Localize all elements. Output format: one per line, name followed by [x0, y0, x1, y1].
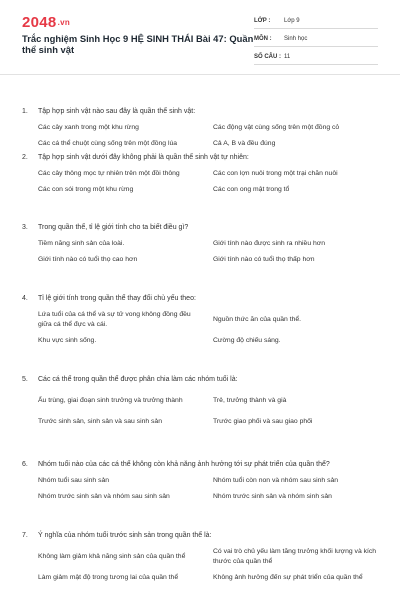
answer-option[interactable]: Các cá thể chuột cùng sống trên một đồng lúa — [38, 140, 178, 147]
question-2 — [22, 153, 378, 195]
question-text: Nhóm tuổi nào của các cá thể không còn khả năng ảnh hưởng tới sự phát triển của quần thể? — [38, 461, 330, 468]
question-text: Ý nghĩa của nhóm tuổi trước sinh sản trong quần thể là: — [38, 532, 212, 539]
answer-option[interactable]: Trước sinh sản, sinh sản và sau sinh sản — [38, 418, 162, 425]
answer-option[interactable]: Làm giảm mật độ trong tương lai của quần thể — [38, 574, 179, 581]
meta-row-subject — [254, 32, 378, 47]
question-number: 7. — [22, 532, 28, 539]
meta-value: Lớp 9 — [284, 18, 300, 24]
question-text: Các cá thể trong quần thể được phân chia làm các nhóm tuổi là: — [38, 376, 238, 383]
question-1 — [22, 107, 378, 149]
logo-text: 2048 — [22, 14, 57, 31]
quiz-meta — [254, 14, 378, 65]
question-text: Trong quần thể, tỉ lệ giới tính cho ta biết điều gì? — [38, 224, 189, 231]
meta-row-class — [254, 14, 378, 29]
question-4 — [22, 294, 378, 346]
answer-option[interactable]: Có vai trò chủ yếu làm tăng trưởng khối lượng và kích thước của quần thể — [213, 548, 377, 565]
question-number: 3. — [22, 224, 28, 231]
header-divider — [0, 74, 400, 75]
answer-option[interactable]: Trước giao phối và sau giao phối — [213, 418, 313, 425]
answer-option[interactable]: Các cây xanh trong một khu rừng — [38, 124, 139, 131]
question-number: 5. — [22, 376, 28, 383]
answer-option[interactable]: Không làm giảm khả năng sinh sản của quần thể — [38, 553, 186, 560]
answer-option[interactable]: Trẻ, trưởng thành và già — [213, 397, 287, 404]
answer-option[interactable]: Các cây thông mọc tự nhiên trên một đồi thông — [38, 170, 180, 177]
question-text: Tỉ lệ giới tính trong quần thể thay đổi chủ yếu theo: — [38, 295, 196, 302]
answer-option[interactable]: Nhóm trước sinh sản và nhóm sinh sản — [213, 493, 332, 500]
answer-option[interactable]: Giới tính nào có tuổi thọ cao hơn — [38, 256, 138, 263]
question-text: Tập hợp sinh vật nào sau đây là quần thể sinh vật: — [38, 108, 196, 115]
answer-option[interactable]: Cường độ chiếu sáng. — [213, 337, 281, 344]
question-6 — [22, 460, 378, 502]
answer-option[interactable]: Giới tính nào có tuổi thọ thấp hơn — [213, 256, 315, 263]
answer-option[interactable]: Nguồn thức ăn của quần thể. — [213, 316, 302, 323]
answer-option[interactable]: Nhóm trước sinh sản và nhóm sau sinh sản — [38, 493, 170, 500]
answer-option[interactable]: Nhóm tuổi sau sinh sản — [38, 477, 110, 484]
answer-option[interactable]: Các con lợn nuôi trong một trại chăn nuôi — [213, 170, 338, 177]
question-number: 1. — [22, 108, 28, 115]
answer-option[interactable]: Giới tính nào được sinh ra nhiều hơn — [213, 240, 326, 247]
answer-option[interactable]: Khu vực sinh sống. — [38, 337, 97, 344]
page-title: Trắc nghiệm Sinh Học 9 HỆ SINH THÁI Bài 47: Quần thể sinh vật — [22, 33, 254, 55]
page-header — [0, 0, 400, 72]
answer-option[interactable]: Ấu trùng, giai đoạn sinh trưởng và trưởng thành — [38, 397, 183, 404]
question-number: 6. — [22, 461, 28, 468]
meta-row-count — [254, 50, 378, 65]
answer-option[interactable]: Không ảnh hưởng đến sự phát triển của quần thể — [213, 574, 363, 581]
question-3 — [22, 223, 378, 265]
site-logo[interactable] — [22, 14, 70, 31]
question-5 — [22, 375, 378, 427]
answer-option[interactable]: Các con ong mật trong tổ — [213, 186, 290, 193]
question-number: 2. — [22, 154, 28, 161]
question-number: 4. — [22, 295, 28, 302]
meta-label: SỐ CÂU : — [254, 54, 281, 60]
answer-option[interactable]: Cả A, B và đều đúng — [213, 140, 276, 147]
meta-label: LỚP : — [254, 18, 271, 24]
answer-option[interactable]: Lứa tuổi của cá thể và sự tử vong không đồng đều giữa cá thể đực và cái. — [38, 311, 191, 328]
meta-label: MÔN : — [254, 36, 272, 42]
answer-option[interactable]: Tiềm năng sinh sản của loài. — [38, 240, 125, 247]
question-text: Tập hợp sinh vật dưới đây không phải là quần thể sinh vật tự nhiên: — [38, 154, 249, 161]
answer-option[interactable]: Các con sói trong một khu rừng — [38, 186, 134, 193]
meta-value: Sinh học — [284, 36, 308, 42]
question-7 — [22, 531, 378, 583]
meta-value: 11 — [284, 54, 291, 60]
logo-suffix: .vn — [57, 18, 71, 27]
answer-option[interactable]: Các động vật cùng sống trên một đồng cỏ — [213, 124, 340, 131]
answer-option[interactable]: Nhóm tuổi còn non và nhóm sau sinh sản — [213, 477, 339, 484]
